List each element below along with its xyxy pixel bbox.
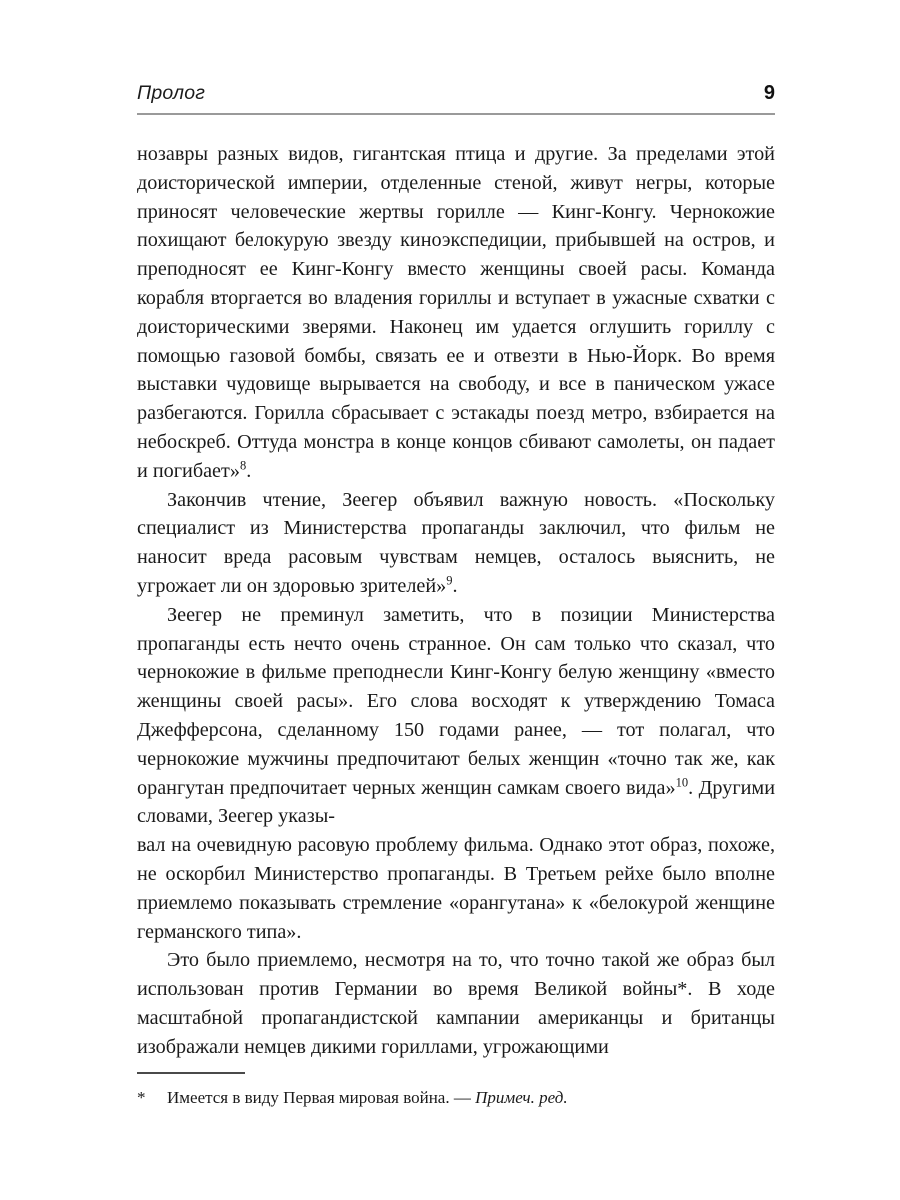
- footnote-text: [167, 1086, 775, 1110]
- footnote-ref-8: 8: [239, 458, 247, 473]
- page-number: 9: [763, 82, 775, 104]
- footnote-attribution: Примеч. ред.: [475, 1087, 568, 1107]
- paragraph-5: Это было приемлемо, несмотря на то, что точно такой же образ был использован против Германии во время Великой войны*. В ходе масштабной пропагандистской кампании американцы и британцы изображали немцев дикими гориллами, угрожающими: [137, 949, 775, 1058]
- paragraph-2-tail: .: [452, 574, 458, 597]
- running-head: [137, 82, 775, 105]
- paragraph-2-text: Закончив чтение, Зеегер объявил важную новость. «Поскольку специалист из Министерства пропаганды заключил, что фильм не наносит вреда расовым чувствам немцев, осталось выяснить, не угрожает ли он здоровью зрителей»: [137, 488, 775, 597]
- header-divider: [137, 113, 775, 115]
- body-text-block: [137, 140, 775, 1062]
- footnote-ref-9: 9: [446, 573, 453, 588]
- paragraph-3: [137, 601, 775, 831]
- paragraph-3-text: Зеегер не преминул заметить, что в позиции Министерства пропаганды есть нечто очень странное. Он сам только что сказал, что чернокожие в фильме преподнесли Кинг-Конгу белую женщину «вместо женщины своей расы». Его слова восходят к утверждению Томаса Джефферсона, сделанному 150 годами ранее, — тот полагал, что чернокожие мужчины предпочитают белых женщин «точно так же, как орангутан предпочитает черных женщин самкам своего вида»: [137, 603, 775, 799]
- footnote-zone: [137, 1072, 775, 1110]
- footnote-marker: *: [137, 1087, 146, 1107]
- footnote-ref-10: 10: [675, 774, 689, 789]
- paragraph-1: [137, 140, 775, 486]
- running-head-title: Пролог: [137, 82, 206, 104]
- paragraph-2: [137, 486, 775, 601]
- paragraph-1-text: нозавры разных видов, гигантская птица и другие. За пределами этой доисторической империи, отделенные стеной, живут негры, которые приносят человеческие жертвы горилле — Кинг-Конгу. Чернокожие похищают белокурую звезду киноэкспедиции, прибывшей на остров, и преподносят ее Кинг-Конгу вместо женщины своей расы. Команда корабля вторгается во владения гориллы и вступает в ужасные схватки с доисторическими зверями. Наконец им удается оглушить гориллу с помощью газовой бомбы, связать ее и отвезти в Нью-Йорк. Во время выставки чудовище вырывается на свободу, и все в паническом ужасе разбегаются. Горилла сбрасывает с эстакады поезд метро, взбирается на небоскреб. Оттуда монстра в конце концов сбивают самолеты, он падает и погибает»: [137, 143, 775, 482]
- footnote-body: Имеется в виду Первая мировая война. —: [167, 1087, 476, 1107]
- paragraph-3-tail: . Другими словами, Зеегер указы-: [137, 776, 775, 828]
- paragraph-4: вал на очевидную расовую проблему фильма. Однако этот образ, похоже, не оскорбил Министерство пропаганды. В Третьем рейхе было вполне приемлемо показывать стремление «орангутана» к «белокурой женщине германского типа».: [137, 834, 775, 943]
- footnote-divider: [137, 1072, 245, 1074]
- paragraph-1-tail: .: [246, 459, 252, 482]
- footnote: [137, 1086, 775, 1110]
